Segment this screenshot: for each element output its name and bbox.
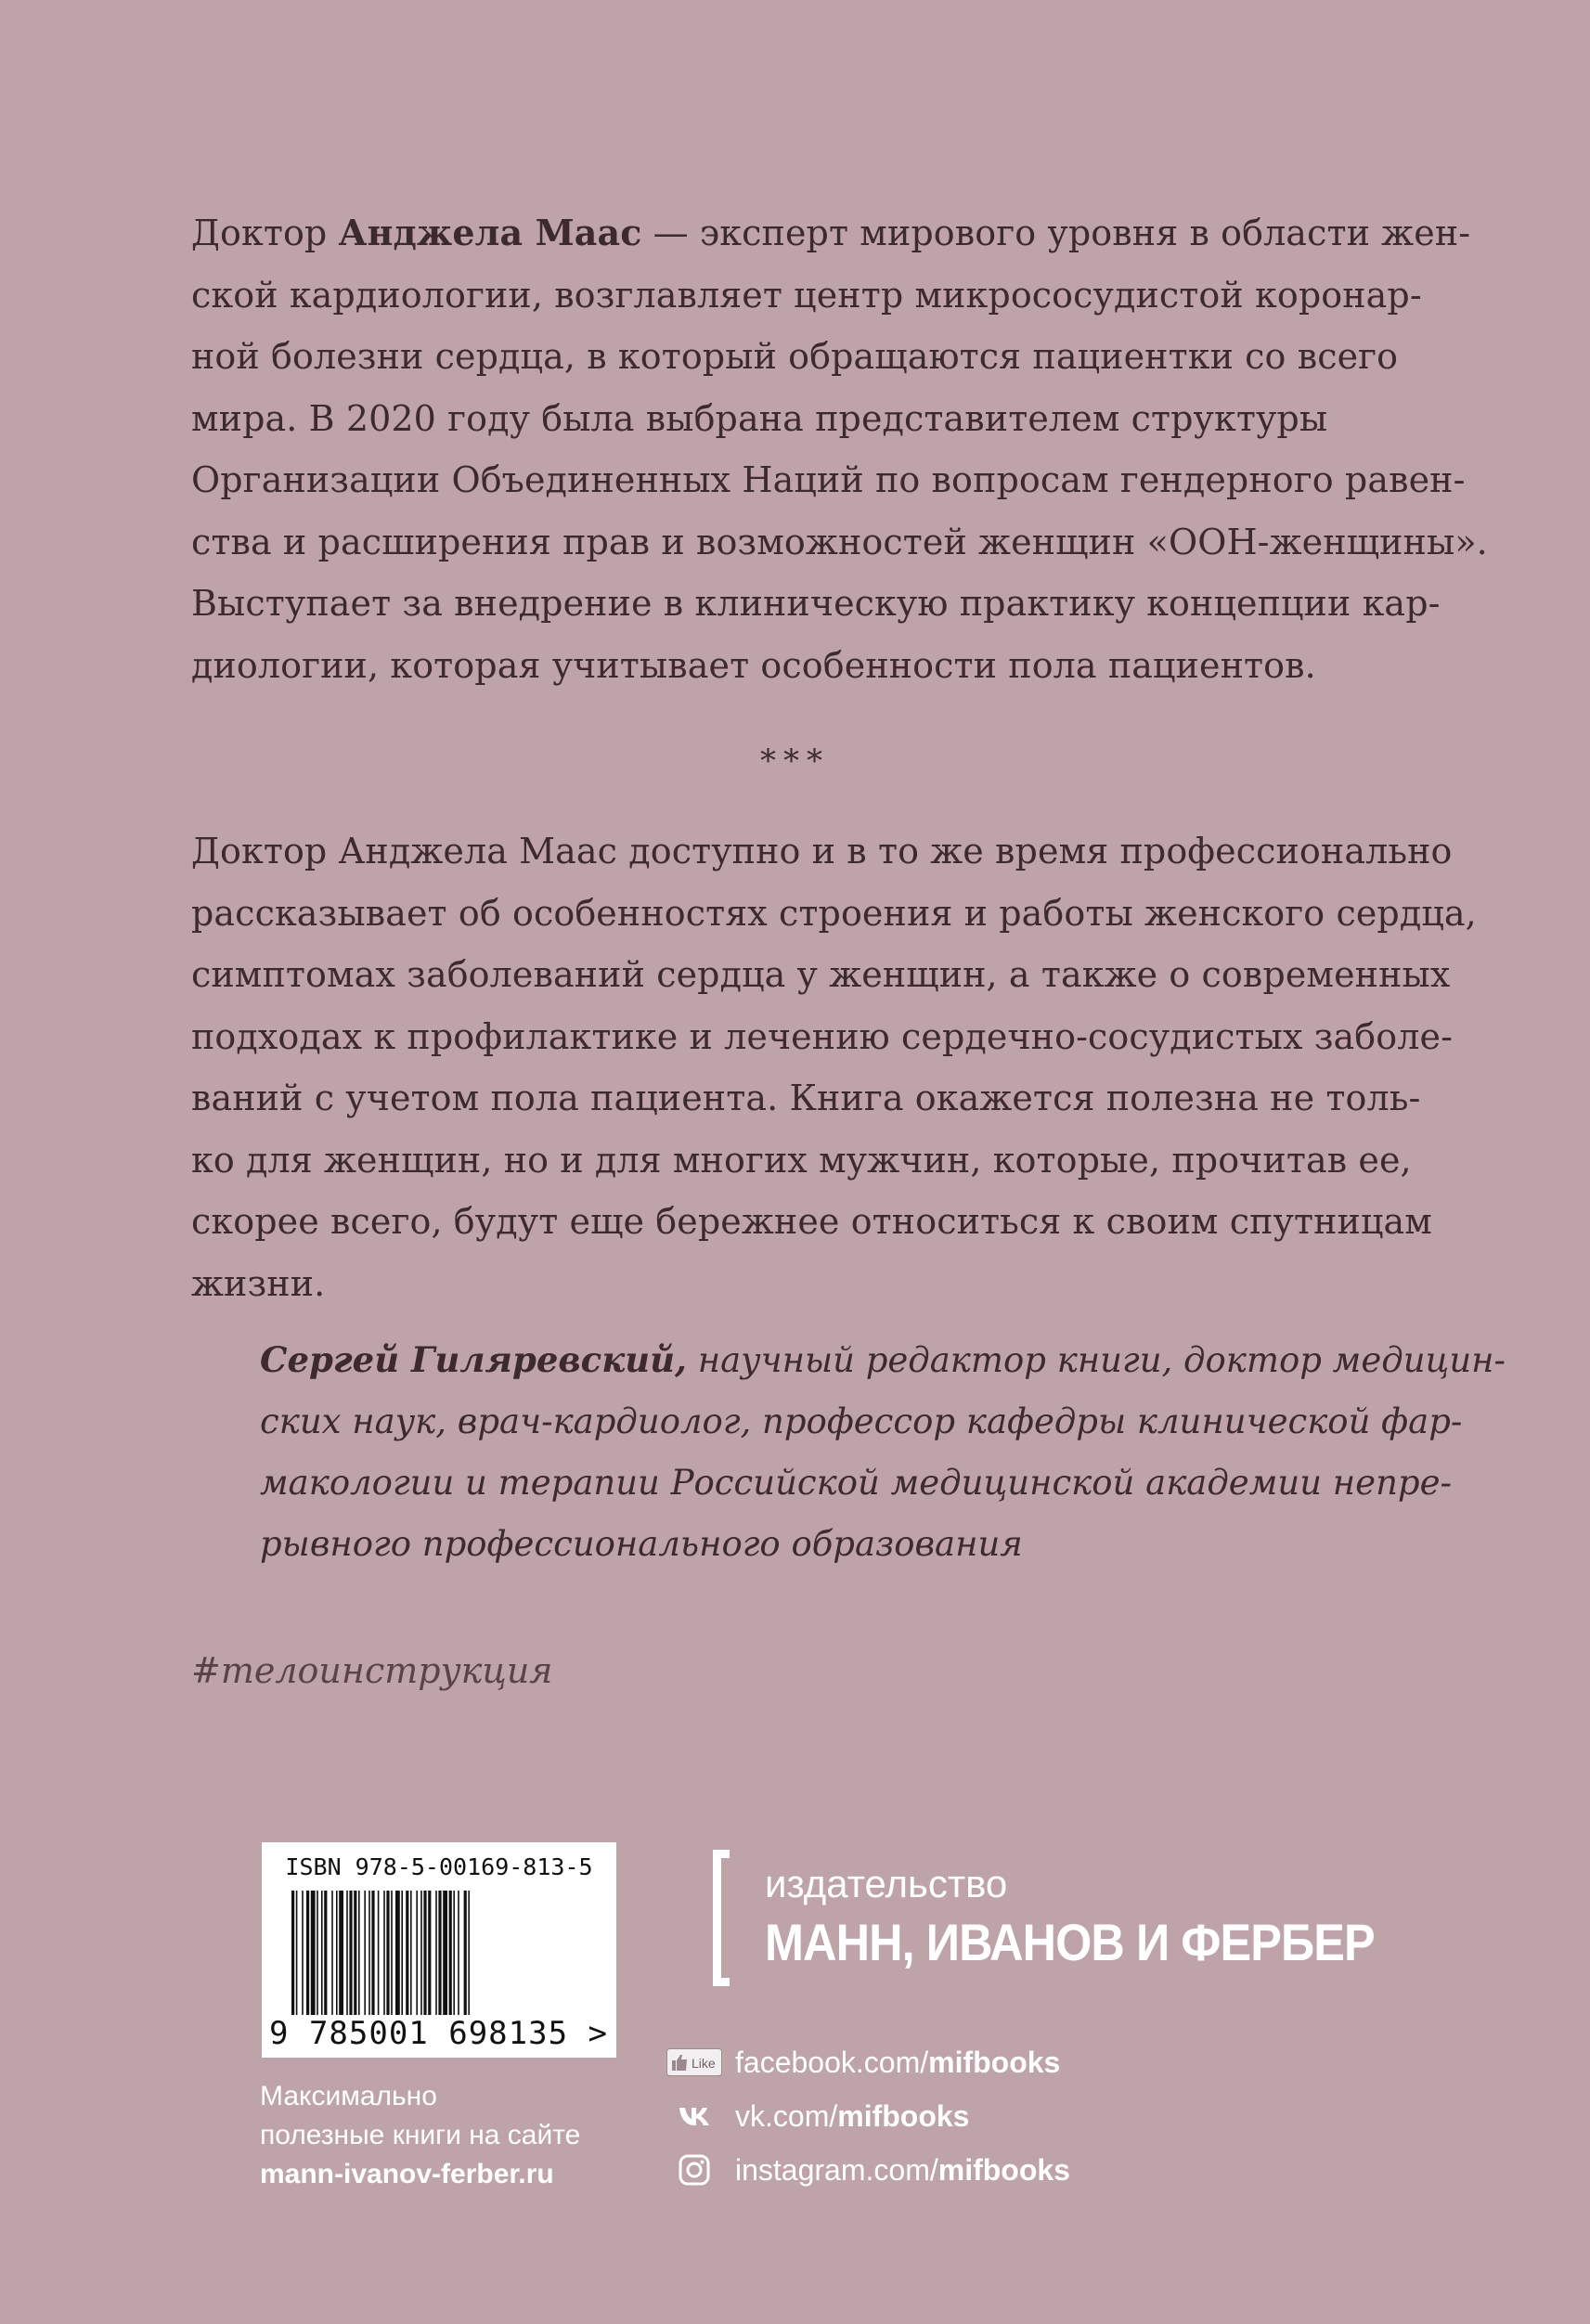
isbn-barcode (262, 1842, 616, 2058)
bio-line: диологии, которая учитывает особенности пола пациентов. (191, 644, 1316, 686)
description-line: рассказывает об особенностях строения и работы женского сердца, (191, 892, 1477, 934)
barcode-bar (428, 1891, 431, 2015)
barcode-bar (349, 1891, 352, 2015)
barcode-bars (290, 1891, 587, 2015)
barcode-bar (324, 1891, 327, 2015)
barcode-digits: 9 785001 698135 > (269, 2015, 608, 2052)
barcode-bar (364, 1891, 366, 2015)
barcode-bar (336, 1891, 338, 2015)
bracket-logo (713, 1850, 730, 1986)
barcode-bar (438, 1891, 441, 2015)
barcode-bar (420, 1891, 422, 2015)
shop-line: полезные книги на сайте (260, 2120, 581, 2150)
review-line: ских наук, врач-кардиолог, профессор кафедры клинической фар- (260, 1401, 1463, 1441)
barcode-bar (443, 1891, 447, 2015)
barcode-bar (378, 1891, 380, 2015)
barcode-bar (416, 1891, 418, 2015)
vk-icon (666, 2105, 722, 2127)
editor-review (260, 1329, 1506, 1575)
barcode-bar (331, 1891, 333, 2015)
description-line: Доктор Анджела Маас доступно и в то же время профессионально (191, 831, 1453, 872)
instagram-icon (666, 2154, 722, 2186)
bio-line: Выступает за внедрение в клиническую практику концепции кар- (191, 583, 1441, 624)
bio-line: мира. В 2020 году была выбрана представителем структуры (191, 397, 1328, 439)
barcode-bar (371, 1891, 374, 2015)
barcode-bar (391, 1891, 393, 2015)
barcode-bar (358, 1891, 360, 2015)
publisher-label: издательство (765, 1862, 1008, 1905)
description-line: симптомах заболеваний сердца у женщин, а также о современных (191, 954, 1451, 995)
social-vk-link[interactable]: vk.com/mifbooks (666, 2096, 969, 2137)
barcode-bar (468, 1891, 470, 2015)
barcode-bar (449, 1891, 452, 2015)
bio-line: ной болезни сердца, в который обращаются пациентки со всего (191, 336, 1399, 377)
description-line: ваний с учетом пола пациента. Книга окажется полезна не толь- (191, 1078, 1421, 1118)
barcode-bar (306, 1891, 309, 2015)
barcode-bar (423, 1891, 426, 2015)
barcode-bar (458, 1891, 459, 2015)
barcode-bar (410, 1891, 412, 2015)
bio-line: ства и расширения прав и возможностей женщин «ООН-женщины». (191, 521, 1488, 562)
shop-info (260, 2077, 580, 2194)
barcode-bar (291, 1891, 294, 2015)
shop-line: Максимально (260, 2081, 437, 2111)
section-separator: *** (760, 742, 830, 780)
barcode-bar (386, 1891, 389, 2015)
publisher-name: МАНН, ИВАНОВ И ФЕРБЕР (765, 1913, 1375, 1971)
barcode-bar (464, 1891, 467, 2015)
shop-url-link[interactable]: mann-ivanov-ferber.ru (260, 2159, 554, 2189)
barcode-bar (435, 1891, 437, 2015)
book-description (191, 820, 1477, 1314)
barcode-bar (302, 1891, 304, 2015)
bio-line: Организации Объединенных Наций по вопросам гендерного равен- (191, 459, 1466, 500)
barcode-bar (311, 1891, 316, 2015)
barcode-bar (395, 1891, 400, 2015)
barcode-bar (368, 1891, 370, 2015)
like-icon (666, 2048, 722, 2076)
barcode-bar (339, 1891, 343, 2015)
review-author: Сергей Гиляревский, (260, 1339, 687, 1380)
description-line: скорее всего, будут еще бережнее относиться к своим спутницам (191, 1201, 1432, 1242)
barcode-bar (346, 1891, 348, 2015)
social-instagram-link[interactable]: instagram.com/mifbooks (666, 2150, 1070, 2190)
barcode-bar (296, 1891, 298, 2015)
barcode-bar (401, 1891, 403, 2015)
barcode-bar (406, 1891, 408, 2015)
bio-line: Доктор Анджела Маас — эксперт мирового уровня в области жен- (191, 212, 1471, 253)
review-line: Сергей Гиляревский, научный редактор книги, доктор медицин- (260, 1339, 1506, 1380)
bio-line: ской кардиологии, возглавляет центр микрососудистой коронар- (191, 274, 1422, 316)
barcode-bar (354, 1891, 356, 2015)
barcode-bar (383, 1891, 385, 2015)
barcode-bar (321, 1891, 323, 2015)
description-line: подходах к профилактике и лечению сердечно-сосудистых заболе- (191, 1015, 1454, 1057)
hashtag: #телоинструкция (191, 1650, 553, 1691)
description-line: жизни. (191, 1262, 326, 1304)
author-name: Анджела Маас (338, 212, 642, 253)
barcode-bar (453, 1891, 455, 2015)
like-text: Like (692, 2056, 716, 2071)
author-bio (191, 202, 1488, 696)
barcode-bar (317, 1891, 318, 2015)
description-line: ко для женщин, но и для многих мужчин, которые, прочитав ее, (191, 1139, 1412, 1181)
review-line: макологии и терапии Российской медицинской академии непре- (260, 1463, 1452, 1503)
review-line: рывного профессионального образования (260, 1524, 1023, 1564)
social-facebook-link[interactable]: Like facebook.com/mifbooks (666, 2042, 1060, 2083)
isbn-number: ISBN 978-5-00169-813-5 (285, 1853, 593, 1880)
